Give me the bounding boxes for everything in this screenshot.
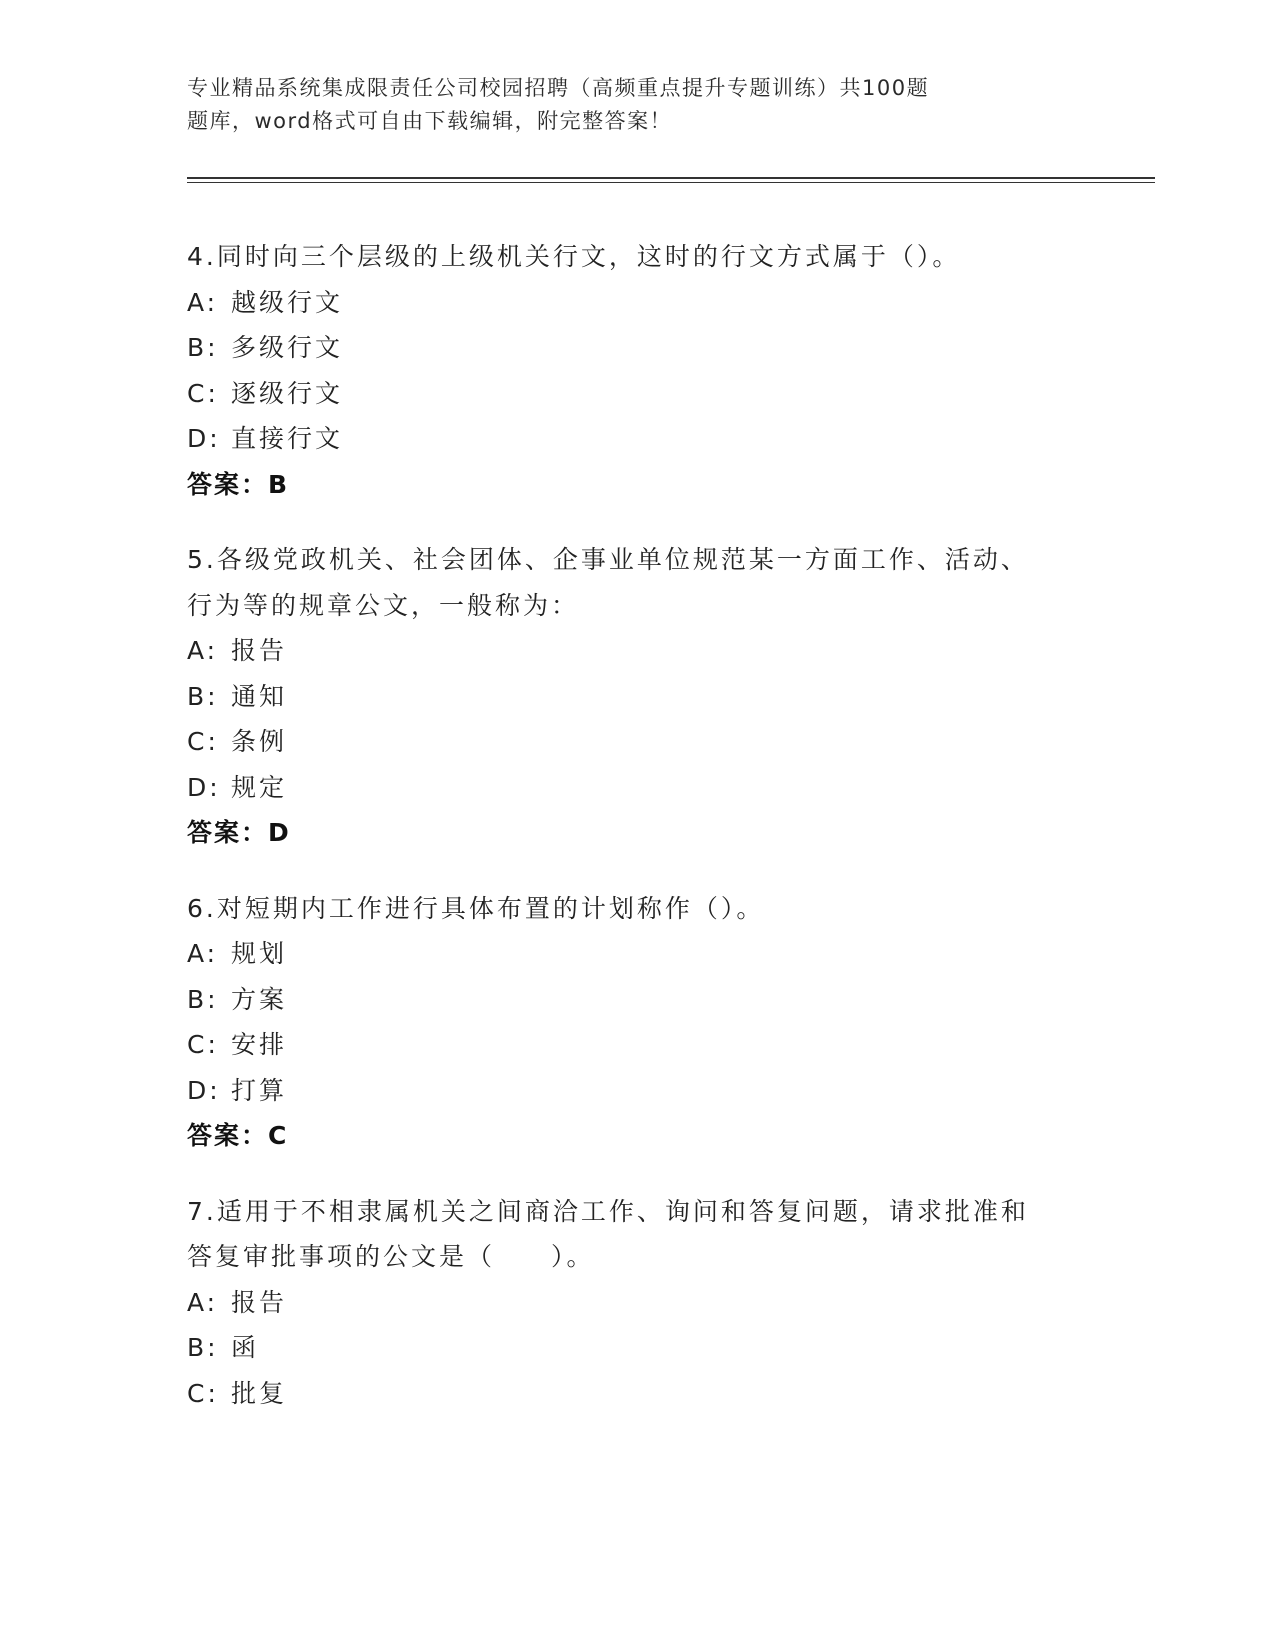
answer-line: 答案：B xyxy=(187,469,290,499)
option-b xyxy=(187,977,1087,1023)
option-a xyxy=(187,1280,1087,1326)
option-c xyxy=(187,719,1087,765)
option-text: 批复 xyxy=(231,1378,288,1408)
question-item xyxy=(187,1189,1087,1417)
option-text: 安排 xyxy=(231,1030,288,1059)
option-text: 报告 xyxy=(231,1287,288,1317)
question-item xyxy=(187,234,1087,507)
option-b xyxy=(187,1325,1087,1371)
option-a xyxy=(187,628,1087,674)
option-c xyxy=(187,1022,1087,1068)
option-text: 规划 xyxy=(231,939,288,968)
option-key: D: xyxy=(187,1075,221,1105)
option-text: 打算 xyxy=(231,1075,288,1105)
option-key: D: xyxy=(187,424,221,453)
option-b xyxy=(187,674,1087,720)
option-key: A: xyxy=(187,636,219,665)
question-stem-line: 5.各级党政机关、社会团体、企事业单位规范某一方面工作、活动、 xyxy=(187,545,1029,574)
option-text: 直接行文 xyxy=(231,424,344,453)
option-text: 规定 xyxy=(231,772,288,802)
header-line-1: 专业精品系统集成限责任公司校园招聘（高频重点提升专题训练）共100题 xyxy=(187,76,930,100)
option-key: C: xyxy=(187,378,219,408)
header-line-2: 题库，word格式可自由下载编辑，附完整答案！ xyxy=(187,109,673,133)
option-text: 条例 xyxy=(231,727,288,756)
option-key: A: xyxy=(187,1287,219,1317)
option-key: C: xyxy=(187,1378,219,1408)
header-divider-thin xyxy=(187,182,1155,183)
header-divider-thick xyxy=(187,177,1155,179)
question-stem-line: 行为等的规章公文，一般称为： xyxy=(187,590,580,620)
answer-line: 答案：D xyxy=(187,818,291,847)
question-stem-line: 4.同时向三个层级的上级机关行文，这时的行文方式属于（）。 xyxy=(187,242,961,271)
option-text: 报告 xyxy=(231,636,288,665)
question-item xyxy=(187,537,1087,856)
option-key: B: xyxy=(187,333,219,362)
option-text: 越级行文 xyxy=(231,287,344,317)
option-key: B: xyxy=(187,1333,219,1362)
option-text: 方案 xyxy=(231,984,288,1014)
option-key: A: xyxy=(187,939,219,968)
option-key: C: xyxy=(187,1030,219,1059)
question-stem-line: 6.对短期内工作进行具体布置的计划称作（）。 xyxy=(187,893,765,923)
option-text: 函 xyxy=(231,1333,260,1362)
option-text: 通知 xyxy=(231,681,288,711)
question-stem-line: 答复审批事项的公文是（ ）。 xyxy=(187,1242,595,1271)
document-header xyxy=(187,72,1047,138)
question-stem-line: 7.适用于不相隶属机关之间商洽工作、询问和答复问题，请求批准和 xyxy=(187,1196,1029,1226)
option-a xyxy=(187,280,1087,326)
option-d xyxy=(187,765,1087,811)
option-c xyxy=(187,1371,1087,1417)
option-text: 逐级行文 xyxy=(231,378,344,408)
option-key: A: xyxy=(187,287,219,317)
question-item xyxy=(187,886,1087,1159)
option-c xyxy=(187,371,1087,417)
option-key: B: xyxy=(187,681,219,711)
option-d xyxy=(187,416,1087,462)
option-a xyxy=(187,931,1087,977)
option-key: C: xyxy=(187,727,219,756)
option-b xyxy=(187,325,1087,371)
question-list xyxy=(187,234,1087,1446)
option-key: D: xyxy=(187,772,221,802)
option-key: B: xyxy=(187,984,219,1014)
option-text: 多级行文 xyxy=(231,333,344,362)
answer-line: 答案：C xyxy=(187,1121,289,1150)
option-d xyxy=(187,1068,1087,1114)
